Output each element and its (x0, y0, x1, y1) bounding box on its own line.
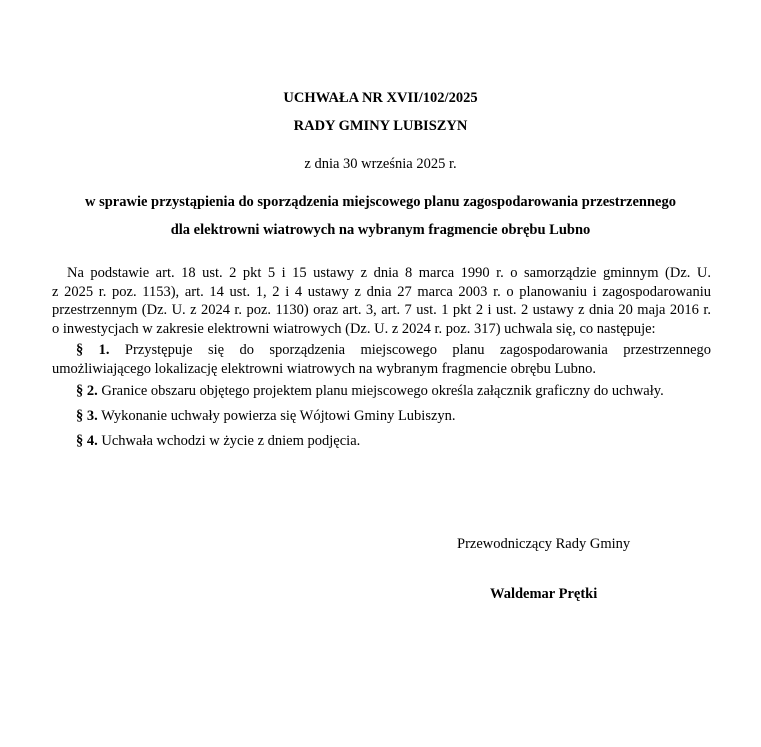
subject-line-2: dla elektrowni wiatrowych na wybranym fragmencie obrębu Lubno (170, 222, 591, 238)
paragraph-text: Przystępuje się do sporządzenia miejscowego planu zagospodarowania przestrzennego (109, 342, 711, 358)
subject-line-1: w sprawie przystąpienia do sporządzenia miejscowego planu zagospodarowania przestrzennego (85, 194, 676, 210)
paragraph-4 (52, 432, 711, 451)
paragraph-line: umożliwiającego lokalizację elektrowni wiatrowych na wybranym fragmencie obrębu Lubno. (52, 360, 596, 377)
paragraph-2 (52, 382, 711, 401)
legal-basis-line: przestrzennym (Dz. U. z 2024 r. poz. 1130) oraz art. 3, art. 7 ust. 1 pkt 2 i ust. 2 ustawy z dnia 20 maja 2016 r. (52, 302, 711, 318)
paragraph-line (52, 407, 711, 426)
resolution-number-title: UCHWAŁA NR XVII/102/2025 (283, 90, 478, 106)
council-name-title: RADY GMINY LUBISZYN (293, 118, 468, 134)
paragraph-marker: § 4. (76, 433, 98, 449)
paragraph-text: Uchwała wchodzi w życie z dniem podjęcia. (97, 433, 361, 449)
legal-basis-line: o inwestycjach w zakresie elektrowni wiatrowych (Dz. U. z 2024 r. poz. 317) uchwala się, co następuje: (52, 320, 656, 337)
paragraph-marker: § 2. (76, 383, 98, 399)
legal-basis-line: Na podstawie art. 18 ust. 2 pkt 5 i 15 ustawy z dnia 8 marca 1990 r. o samorządzie gminnym (Dz. U. (67, 265, 711, 281)
legal-basis-line: z 2025 r. poz. 1153), art. 14 ust. 1, 2 i 4 ustawy z dnia 27 marca 2003 r. o planowaniu i zagospodarowaniu (52, 283, 711, 300)
resolution-date: z dnia 30 września 2025 r. (304, 156, 457, 172)
signature-role: Przewodniczący Rady Gminy (457, 536, 631, 552)
paragraph-1 (52, 341, 711, 378)
paragraph-marker: § 3. (76, 408, 98, 424)
signature-name: Waldemar Prętki (490, 586, 598, 602)
paragraph-3 (52, 407, 711, 426)
paragraph-line (52, 382, 711, 401)
paragraph-line (52, 432, 711, 451)
paragraph-text: Granice obszaru objętego projektem planu miejscowego określa załącznik graficzny do uchwały. (97, 383, 664, 399)
legal-basis (52, 264, 711, 338)
paragraph-line (52, 341, 711, 360)
paragraph-text: Wykonanie uchwały powierza się Wójtowi Gminy Lubiszyn. (97, 408, 456, 424)
paragraph-marker: § 1. (76, 342, 110, 358)
